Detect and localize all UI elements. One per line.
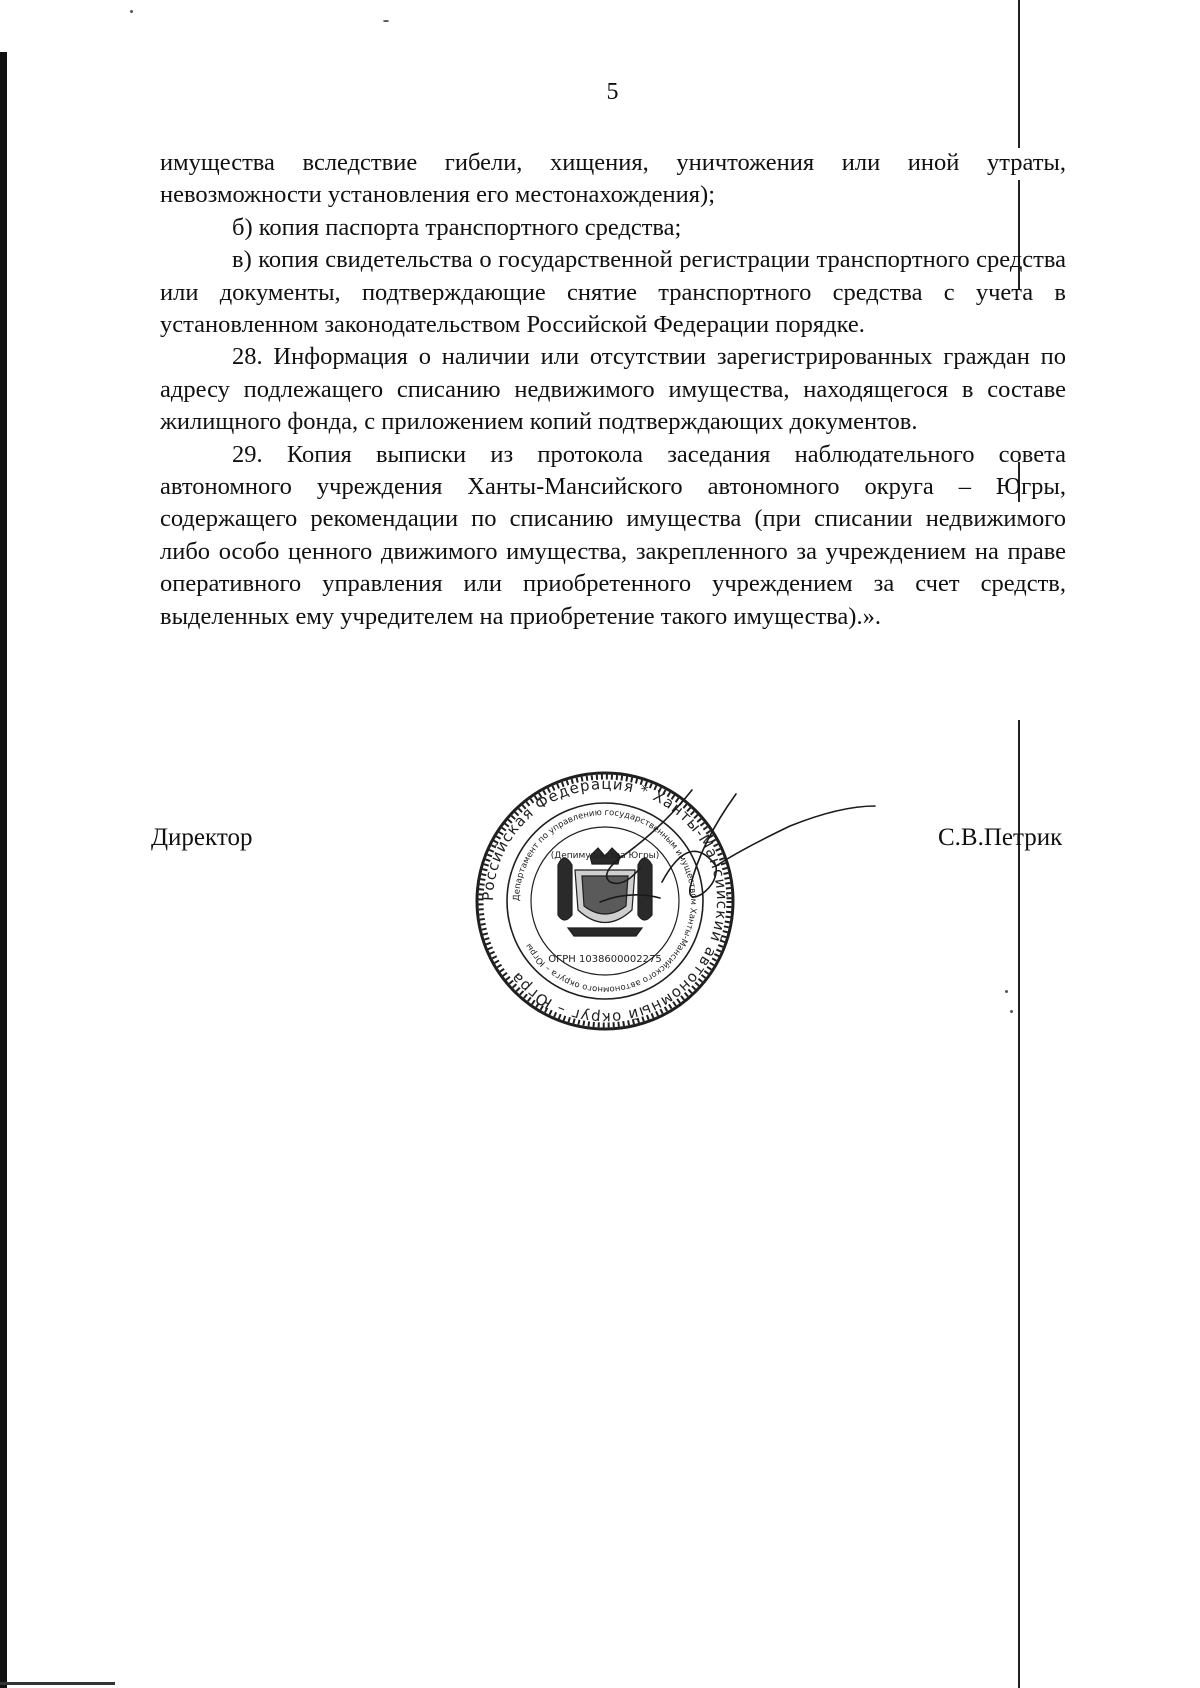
stamp-inner-text: Департамент по управлению государственным имуществом Ханты-Мансийского автономного округа – Югры (511, 807, 699, 995)
paragraph-continuation: имущества вследствие гибели, хищения, уничтожения или иной утраты, невозможности установления его местонахождения); (160, 149, 1066, 209)
signatory-name: С.В.Петрик (938, 824, 1063, 851)
scan-edge-bottom (0, 1682, 115, 1685)
scan-edge-right (1018, 720, 1020, 1688)
paragraph-item-b: б) копия паспорта транспортного средства; (232, 213, 682, 241)
paragraph-28: 28. Информация о наличии или отсутствии зарегистрированных граждан по адресу подлежащего списанию недвижимого имущества, находящегося в составе жилищного фонда, с приложением копий подтверждающих документов. (160, 343, 1066, 436)
stamp-ogrn: ОГРН 1038600002275 (548, 954, 662, 965)
scan-speck (1005, 990, 1008, 993)
scan-speck (130, 10, 133, 13)
paragraph-item-v: в) копия свидетельства о государственной регистрации транспортного средства или документы, подтверждающие снятие транспортного средства с учета в установленном законодательством Российской Федерации порядке. (160, 246, 1066, 339)
scan-speck (383, 20, 389, 22)
scan-speck (1010, 1010, 1013, 1013)
paragraph-29: 29. Копия выписки из протокола заседания наблюдательного совета автономного учреждения Ханты-Мансийского автономного округа – Югры, содержащего рекомендации по списанию имущества (при списании недвижимого либо особо ценного движимого имущества, закрепленного за учреждением на праве оперативного управления или приобретенного учреждением за счет средств, выделенных ему учредителем на приобретение такого имущества).». (160, 440, 1066, 630)
handwritten-signature (540, 770, 880, 940)
page-number: 5 (606, 79, 619, 105)
scan-edge-left (0, 52, 7, 1688)
stamp-outer-text: Российская Федерация * Ханты-Мансийский автономный округ – Югра (478, 774, 732, 1028)
scan-edge-right (1018, 0, 1020, 148)
stamp-short-name: (Депимущества Югры) (550, 851, 660, 861)
document-body (160, 147, 1066, 633)
signatory-title: Директор (151, 824, 253, 851)
